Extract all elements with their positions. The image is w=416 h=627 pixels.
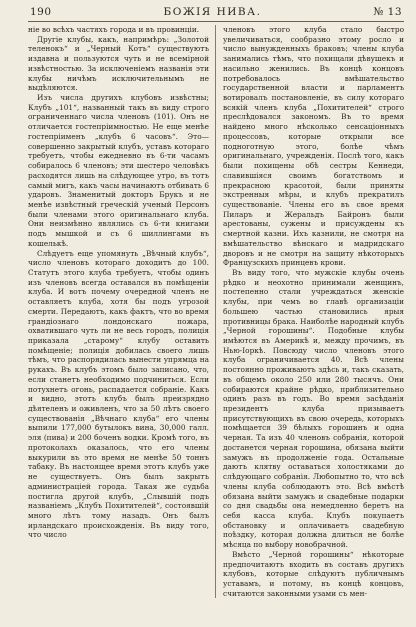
paragraph: членовъ этого клуба стало быстро увеличиваться, сообразно этому росло и число вынужденныхъ браковъ; члены клуба занимались тѣмъ, что похищали дѣвушекъ и насильно женились. Въ концѣ концовъ потребовалось вмѣшательство государственной власти и парламентъ вотировалъ постановленіе, въ силу котораго всякій членъ клуба „Похитителей“ строго преслѣдовался закономъ. Въ то время найдено много нѣсколько сенсаціонныхъ процессовъ, которые открыли все подноготную этого, болѣе чѣмъ оригинальнаго, учрежденія. Послѣ того, какъ были похищены обѣ сестры Кеннеди, славившіяся своимъ богатствомъ и прекрасною красотой, были приняты экстренныя мѣры, и клубъ прекратилъ существованіе. Члены его въ свое время Пиларъ и Жеральдъ Байронъ были арестованы, сужены и присуждены къ смертной казни. Ихъ казнили, не смотря на вмѣшательство вѣнскаго и мадридскаго дворовъ и не смотря на защиту нѣкоторыхъ Французскихъ принцевъ крови. <box>223 25 404 268</box>
left-column <box>28 25 209 598</box>
paragraph: ніе во всѣхъ частяхъ города и въ провинціи. <box>28 25 200 34</box>
page-header <box>28 6 404 22</box>
column-divider <box>215 25 216 598</box>
right-column <box>223 25 404 598</box>
paragraph: Слѣдуетъ еще упомянуть „Вѣчный клубъ“, число членовъ котораго доходитъ до 100. Статутъ этого клуба требуетъ, чтобы одинъ изъ членовъ всегда оставался въ помѣщеніи клуба. И вотъ почему очередной членъ не оставляетъ клуба, хотя бы подъ угрозой смерти. Передаютъ, какъ фактъ, что во время грандіознаго лондонскаго пожара, охватившаго чуть ли не весь городъ, полиція приказала „старому“ клубу оставить помѣщеніе; полиція добилась своего лишь тѣмъ, что распорядилась вынести упрямца на рукахъ. Въ клубъ этомъ было записано, что, если станетъ необходимо подчиниться. Если потухнетъ огонь, распадается собраніе. Какъ и видно, этотъ клубъ былъ преизрядно дѣятеленъ и оживленъ, что за 50 лѣтъ своего существованія „Вѣчнаго клуба“ его члены выпили 177,000 бутылокъ вина, 30,000 галл. эля (пива) и 200 боченъ водки. Кромѣ того, въ протоколахъ оказалось, что его члены выкурили въ это время не менѣе 50 тоннъ табаку. Въ настоящее время этотъ клубъ уже не существуетъ. Онъ былъ закрытъ администраціей города. Такая же судьба постигла другой клубъ, „Слывшій подъ названіемъ „Клубъ Похитителей“, состоявшій много лѣтъ тому назадъ. Онъ былъ ирландскаго происхожденія. Въ виду того, что число <box>28 248 209 540</box>
journal-title: БОЖІЯ НИВА. <box>163 6 262 18</box>
page-number: 190 <box>30 6 52 18</box>
issue-number: № 13 <box>373 6 402 18</box>
paragraph: Въ виду того, что мужскіе клубы очень рѣдко и неохотно принимали женщинъ, постепенно стали учреждаться женскіе клубы, при чемъ во главѣ организаціи большею частью становились ярыя противницы брака. Наиболѣе народный клубъ „Черной горошины“. Подобные клубы имѣются въ Америкѣ и, между прочимъ, въ Нью-Іоркѣ. Повсюду число членовъ этого клуба ограничивается 40. Всѣ члены постоянно проживаютъ здѣсь и, такъ сказать, въ общемъ около 250 или 280 тысячъ. Они собираются крайне рѣдко, приблизительно одинъ разъ въ годъ. Во время засѣданія президентъ клуба призываетъ присутствующихъ въ свою очередь, которыхъ помѣщается 39 бѣлыхъ горошинъ и одна черная. Та изъ 40 членовъ собранія, которой достанется черная горошина, обязана выйти замужъ въ продолженіе года. Остальные даютъ клятву оставаться холостяками до слѣдующаго собранія. Любопытно то, что всѣ члены клуба соблюдаютъ это. Всѣ вмѣстѣ обязана выйти замужъ и свадебные подарки со дня свадьбы она немедленно беретъ на себя касса клуба. Клубъ покупаетъ обстановку и оплачиваетъ свадебную поѣздку, которая должна длиться не болѣе мѣсяца по выбору новобрачной. <box>223 267 404 550</box>
paragraph: Вмѣсто „Черной горошины“ нѣкоторые предпочитаютъ входить въ составъ другихъ клубовъ, которые слѣдуютъ публичнымъ уставамъ, и потому, въ концѣ концовъ, считаются законными узами съ мен- <box>223 549 404 598</box>
paragraph: Изъ числа другихъ клубовъ извѣстны; Клубъ „101“, названный такъ въ виду строго ограниченнаго числа членовъ (101). Онъ не отличается гостепріимностью. Не еще менѣе гостепріименъ „клубъ 6 часовъ“. Это—совершенно закрытый клубъ, уставъ котораго требуетъ, чтобы ежедневно въ 6-ти часамъ собиралось 6 членовъ; эти шестеро человѣкъ расходятся лишь на слѣдующее утро, въ тотъ самый мигъ, какъ часы начинаютъ отбивать 6 ударовъ. Знаменитый докторъ Брукъ и не менѣе извѣстный греческій ученый Персонъ были членами этого оригинальнаго клуба. Они неизмѣнно являлись съ 6-ти книгами подъ мышкой и съ 6 шиллингами въ кошелькѣ. <box>28 93 209 248</box>
text-columns <box>28 25 404 598</box>
paragraph: Другіе клубы, какъ, напримѣръ: „Золотой теленокъ“ и „Черный Котъ“ существуютъ издавна и пользуются чуть и не всемірной извѣстностью. За исключеніемъ названія эти клубы ничѣмъ исключительнымъ не выдѣляются. <box>28 34 209 93</box>
